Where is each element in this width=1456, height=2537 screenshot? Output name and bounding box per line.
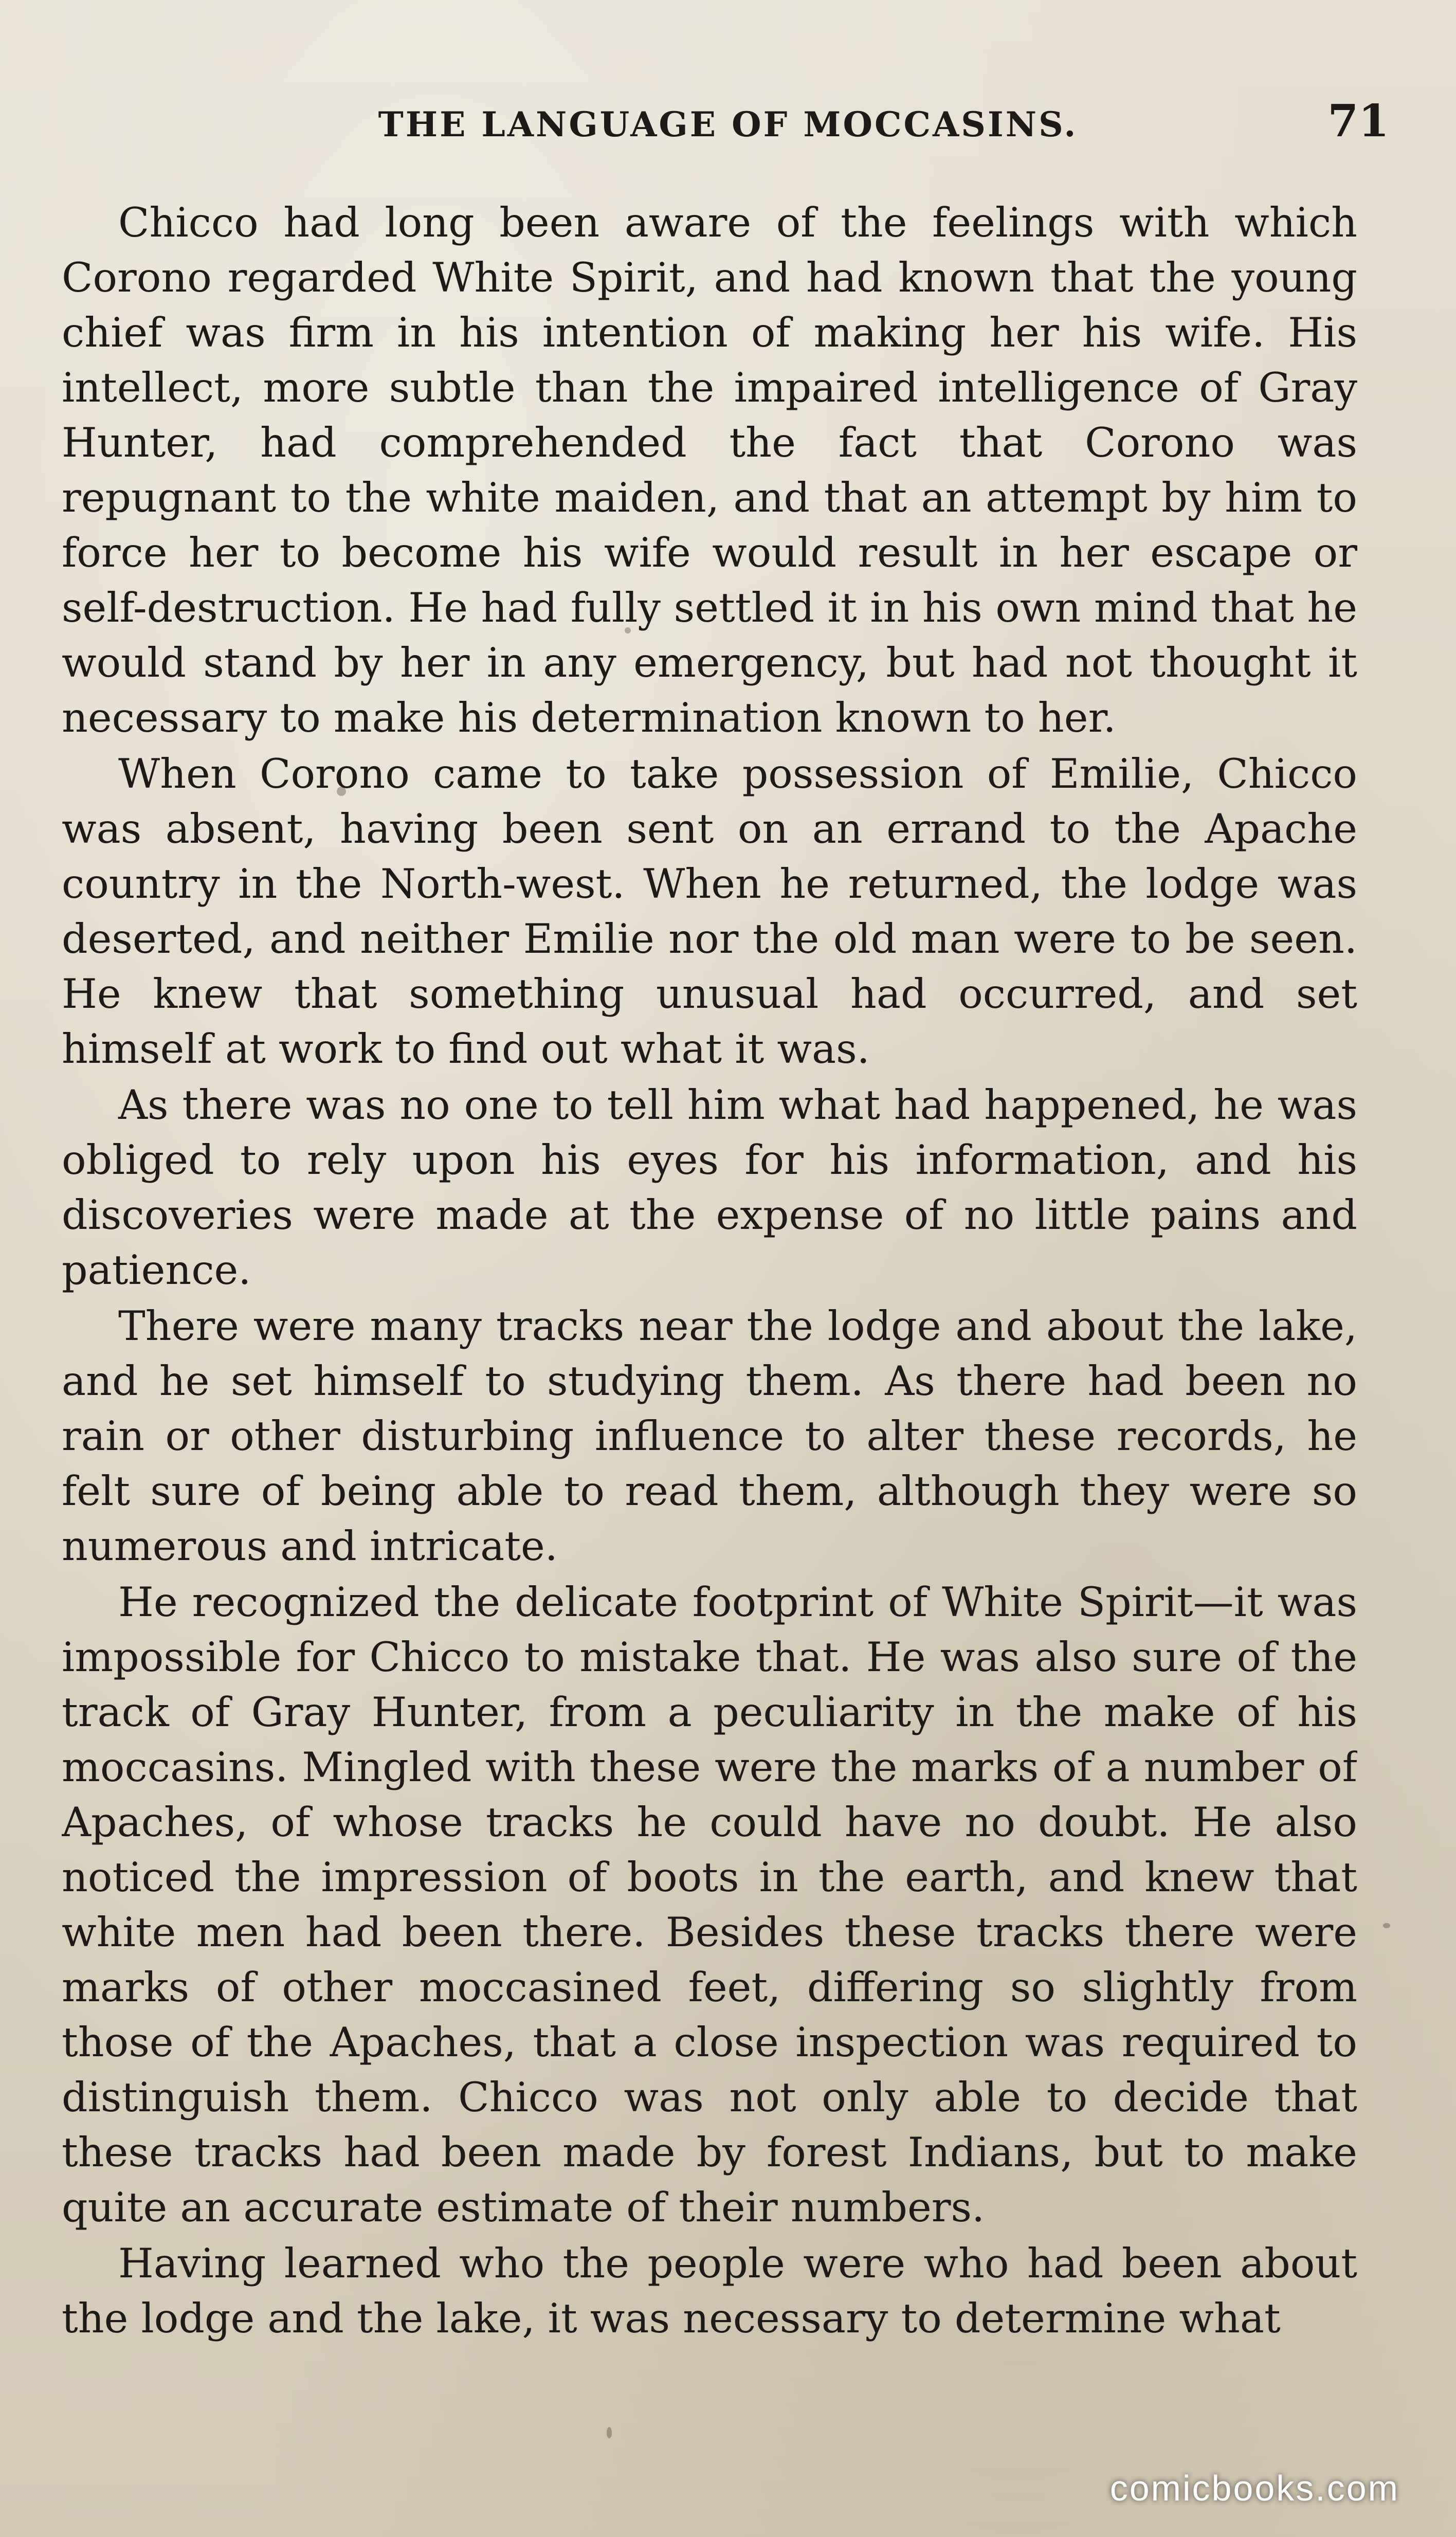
running-head: THE LANGUAGE OF MOCCASINS. [378, 104, 1078, 144]
page-header [67, 95, 1389, 152]
paragraph: Chicco had long been aware of the feelings with which Corono regarded White Spirit, and had known that the young chief was firm in his intention of making her his wife. His intellect, more subtle than the impaired intelligence of Gray Hunter, had comprehended the fact that Corono was repugnant to the white maiden, and that an attempt by him to force her to become his wife would result in her escape or self-destruction. He had fully settled it in his own mind that he would stand by her in any emergency, but had not thought it necessary to make his determination known to her. [62, 199, 1357, 741]
paragraph: Having learned who the people were who had been about the lodge and the lake, it was necessary to determine what [62, 2240, 1357, 2342]
paper-speck [625, 627, 631, 633]
page-number: 71 [1327, 95, 1389, 147]
paragraph: He recognized the delicate footprint of White Spirit—it was impossible for Chicco to mistake that. He was also sure of the track of Gray Hunter, from a peculiarity in the make of his moccasins. Mingled with these were the marks of a number of Apaches, of whose tracks he could have no doubt. He also noticed the impression of boots in the earth, and knew that white men had been there. Besides these tracks there were marks of other moccasined feet, differing so slightly from those of the Apaches, that a close inspection was required to distinguish them. Chicco was not only able to decide that these tracks had been made by forest Indians, but to make quite an accurate estimate of their numbers. [62, 1579, 1357, 2231]
body-text [62, 195, 1357, 2386]
paragraph: As there was no one to tell him what had happened, he was obliged to rely upon his eyes for his information, and his discoveries were made at the expense of no little pains and patience. [62, 1081, 1357, 1294]
paper-speck [337, 787, 346, 796]
paper-speck [607, 2427, 612, 2438]
paper-speck [1383, 1923, 1390, 1928]
paragraph: There were many tracks near the lodge and about the lake, and he set himself to studying them. As there had been no rain or other disturbing influence to alter these records, he felt sure of being able to read them, although they were so numerous and intricate. [62, 1302, 1357, 1570]
watermark: comicbooks.com [1109, 2468, 1399, 2508]
paragraph: When Corono came to take possession of Emilie, Chicco was absent, having been sent on an errand to the Apache country in the North-west. When he returned, the lodge was deserted, and neither Emilie nor the old man were to be seen. He knew that something unusual had occurred, and set himself at work to find out what it was. [62, 750, 1357, 1073]
